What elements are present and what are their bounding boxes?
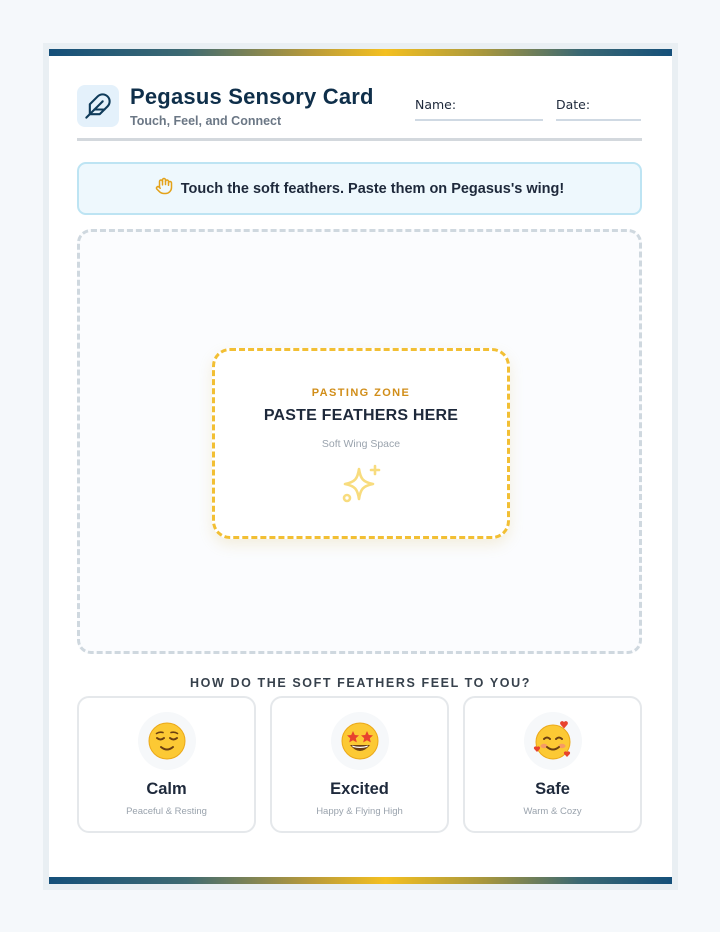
feeling-label: Excited: [330, 780, 389, 798]
feather-drop-area[interactable]: [77, 229, 642, 654]
date-field[interactable]: [556, 97, 641, 121]
feeling-description: Warm & Cozy: [523, 806, 582, 817]
pasting-zone-subtitle: Soft Wing Space: [321, 438, 401, 450]
date-label: Date:: [556, 97, 591, 112]
feelings-question: HOW DO THE SOFT FEATHERS FEEL TO YOU?: [190, 676, 531, 690]
page-title: Pegasus Sensory Card: [130, 84, 374, 109]
page-subtitle: Touch, Feel, and Connect: [130, 114, 282, 128]
relieved-face-icon: [138, 712, 196, 770]
feeling-description: Happy & Flying High: [316, 806, 403, 817]
star-struck-face-icon: [331, 712, 389, 770]
smiling-face-with-hearts-icon: [524, 712, 582, 770]
feeling-label: Safe: [535, 780, 570, 798]
feelings-options: [77, 696, 642, 833]
header-divider: [77, 138, 642, 141]
feeling-description: Peaceful & Resting: [126, 806, 207, 817]
card-header: [77, 79, 642, 139]
pasting-zone[interactable]: [212, 348, 510, 539]
instruction-text: Touch the soft feathers. Paste them on Pegasus's wing!: [180, 180, 565, 197]
sparkle-icon: [339, 461, 387, 509]
top-gradient-rail: [49, 49, 672, 56]
feeling-card-calm[interactable]: [77, 696, 256, 833]
feather-icon: [77, 85, 119, 127]
instruction-banner: [77, 162, 642, 215]
sensory-card: [43, 43, 678, 890]
bottom-gradient-rail: [49, 877, 672, 884]
card-sheet: [49, 49, 672, 884]
hand-icon: [155, 177, 173, 200]
feeling-card-safe[interactable]: [463, 696, 642, 833]
name-label: Name:: [415, 97, 457, 112]
feeling-label: Calm: [146, 780, 187, 798]
pasting-zone-label: PASTING ZONE: [311, 387, 411, 399]
pasting-zone-title: PASTE FEATHERS HERE: [263, 407, 459, 424]
feeling-card-excited[interactable]: [270, 696, 449, 833]
name-field[interactable]: [415, 97, 543, 121]
